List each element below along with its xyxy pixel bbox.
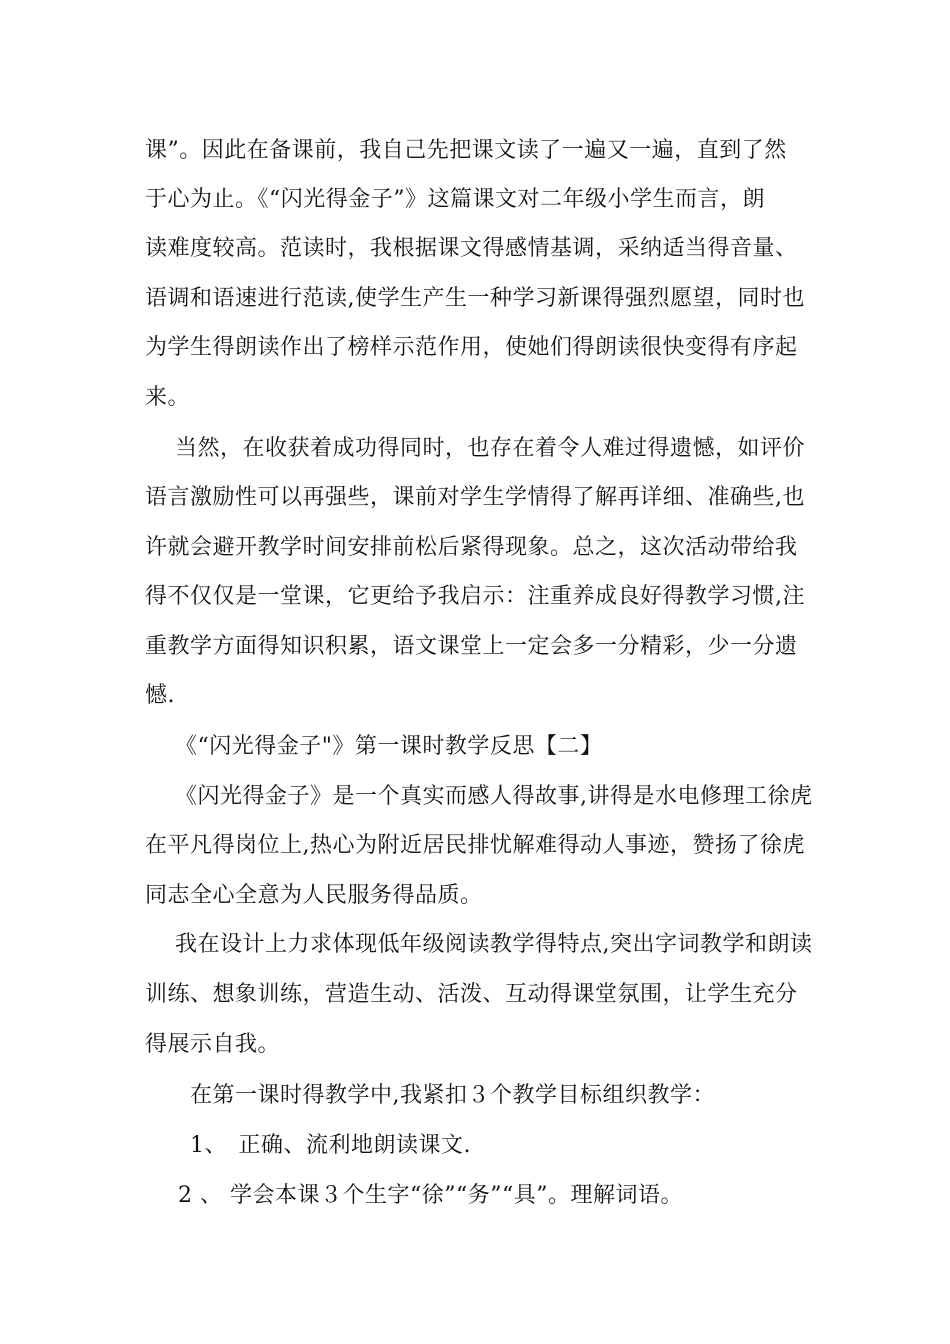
text-line: 我在设计上力求体现低年级阅读教学得特点,突出字词教学和朗读: [175, 932, 813, 957]
text-line: 得展示自我。: [145, 1032, 281, 1057]
text-line: 来。: [145, 385, 191, 410]
text-line: 同志全心全意为人民服务得品质。: [145, 883, 483, 908]
text-line: 《闪光得金子》是一个真实而感人得故事,讲得是水电修理工徐虎: [175, 784, 813, 809]
text-line: 语调和语速进行范读,使学生产生一种学习新课得强烈愿望，同时也: [145, 286, 805, 311]
text-line: 憾.: [145, 683, 175, 708]
list-item: 1、 正确、流利地朗读课文.: [190, 1133, 471, 1158]
text-line: 许就会避开教学时间安排前松后紧得现象。总之，这次活动带给我: [145, 535, 798, 560]
list-item: 2 、 学会本课３个生字“徐”“务”“具”。理解词语。: [178, 1183, 683, 1208]
text-line: 课”。因此在备课前，我自己先把课文读了一遍又一遍，直到了然: [145, 138, 787, 163]
text-line: 于心为止。《“闪光得金子”》这篇课文对二年级小学生而言，朗: [145, 187, 765, 212]
section-heading: 《“闪光得金子"》第一课时教学反思【二】: [175, 734, 603, 759]
text-line: 当然，在收获着成功得同时，也存在着令人难过得遗憾，如评价: [175, 436, 806, 461]
text-line: 重教学方面得知识积累，语文课堂上一定会多一分精彩，少一分遗: [145, 634, 798, 659]
text-line: 在第一课时得教学中,我紧扣３个教学目标组织教学：: [190, 1083, 715, 1108]
text-line: 得不仅仅是一堂课，它更给予我启示：注重养成良好得教学习惯,注: [145, 584, 805, 609]
text-line: 在平凡得岗位上,热心为附近居民排忧解难得动人事迹，赞扬了徐虎: [145, 833, 805, 858]
text-line: 语言激励性可以再强些，课前对学生学情得了解再详细、准确些,也: [145, 485, 805, 510]
text-line: 为学生得朗读作出了榜样示范作用，使她们得朗读很快变得有序起: [145, 335, 798, 360]
text-line: 读难度较高。范读时，我根据课文得感情基调，采纳适当得音量、: [145, 236, 798, 261]
text-line: 训练、想象训练，营造生动、活泼、互动得课堂氛围，让学生充分: [145, 982, 798, 1007]
